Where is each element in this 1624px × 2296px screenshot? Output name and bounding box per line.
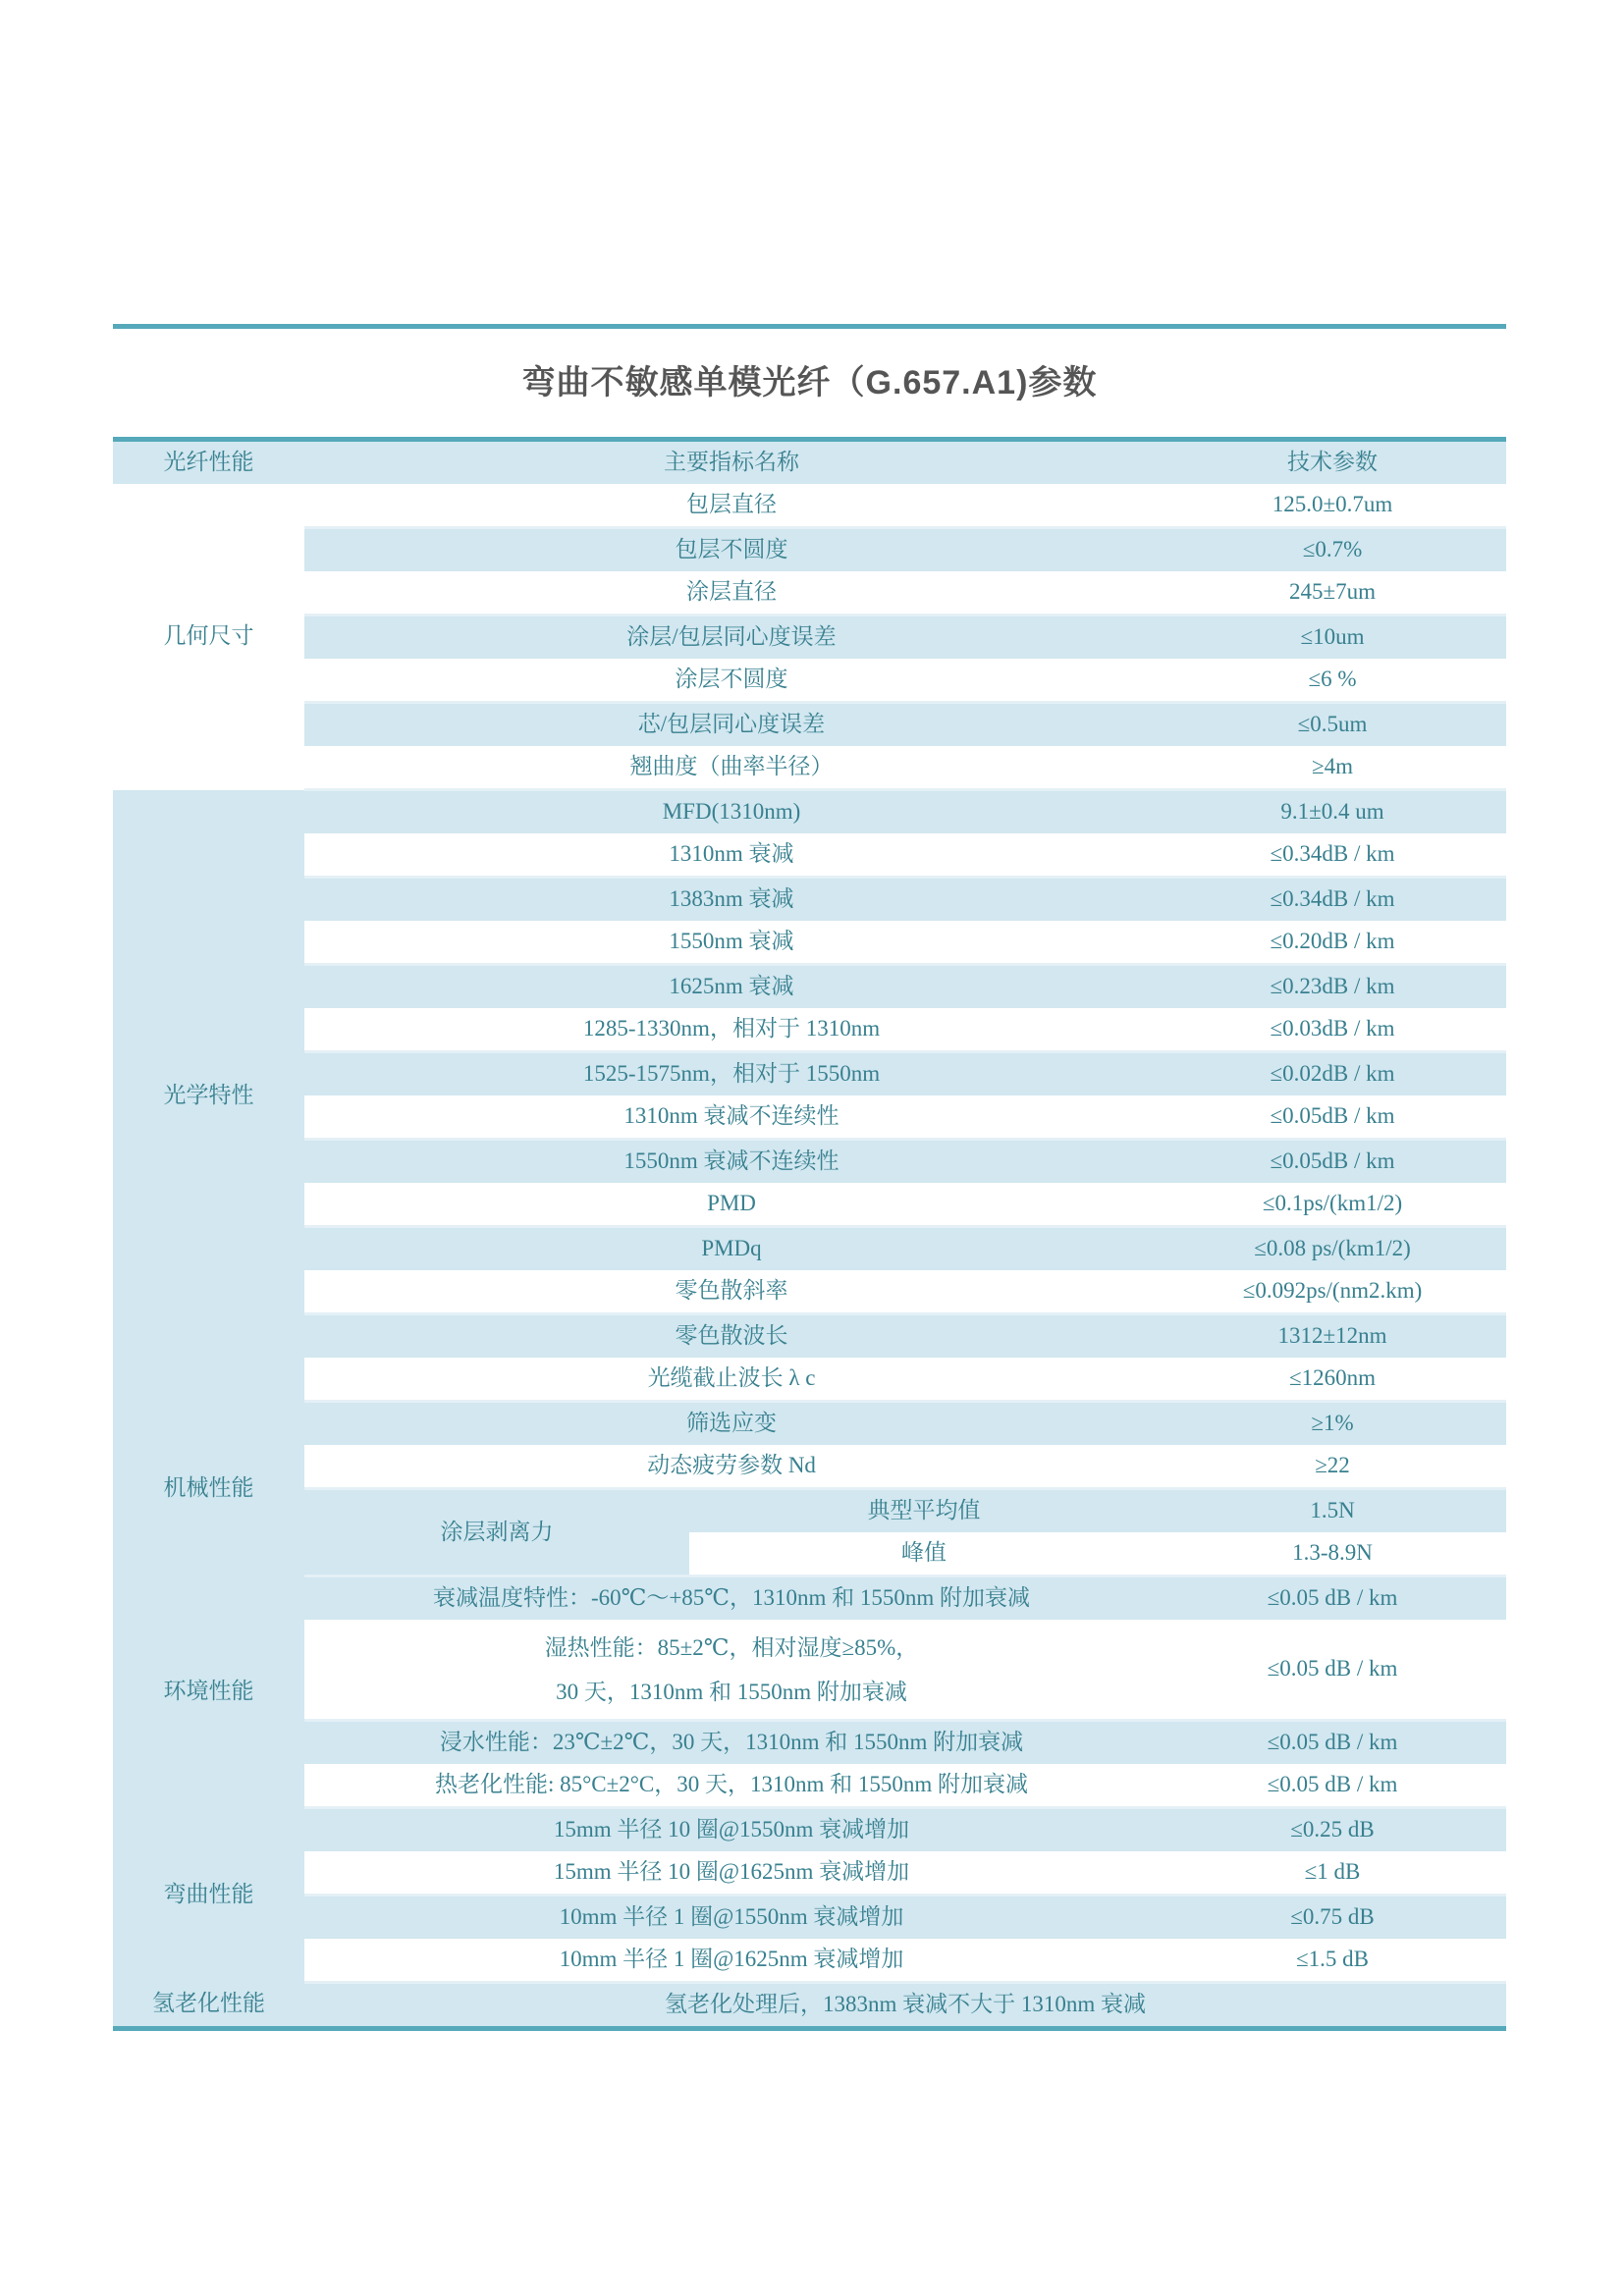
spec-row bbox=[113, 1764, 1506, 1808]
spec-row bbox=[113, 1183, 1506, 1227]
spec-value: ≤0.05dB / km bbox=[1159, 1140, 1506, 1184]
spec-name: 涂层不圆度 bbox=[675, 667, 788, 692]
spec-value: ≤0.05 dB / km bbox=[1159, 1576, 1506, 1621]
spec-name: 1383nm 衰减 bbox=[304, 878, 1159, 922]
spec-name: 15mm 半径 10 圈@1550nm 衰减增加 bbox=[304, 1808, 1159, 1852]
spec-row bbox=[113, 1140, 1506, 1184]
spec-value: 125.0±0.7um bbox=[1272, 492, 1393, 517]
spec-value: ≤0.05 dB / km bbox=[1267, 1772, 1398, 1797]
spec-row bbox=[113, 1358, 1506, 1402]
spec-value: ≤0.08 ps/(km1/2) bbox=[1159, 1227, 1506, 1271]
spec-row bbox=[113, 965, 1506, 1009]
spec-value: ≤1.5 dB bbox=[1296, 1947, 1369, 1972]
category-cell-optical: 光学特性 bbox=[113, 790, 304, 1402]
header-fiber-property: 光纤性能 bbox=[113, 442, 304, 484]
spec-row bbox=[113, 571, 1506, 615]
spec-name: 芯/包层同心度误差 bbox=[304, 703, 1159, 747]
spec-value: ≤0.092ps/(nm2.km) bbox=[1242, 1278, 1423, 1304]
spec-value: ≤0.05 dB / km bbox=[1159, 1721, 1506, 1765]
spec-row bbox=[113, 1721, 1506, 1765]
spec-row bbox=[113, 528, 1506, 572]
spec-name bbox=[304, 1620, 1159, 1721]
spec-value: ≤0.75 dB bbox=[1159, 1896, 1506, 1940]
spec-value: ≥22 bbox=[1315, 1453, 1350, 1478]
category-cell-geometry: 几何尺寸 bbox=[113, 484, 304, 790]
spec-name: 1550nm 衰减不连续性 bbox=[304, 1140, 1159, 1184]
spec-value: ≤0.34dB / km bbox=[1270, 841, 1395, 867]
spec-row bbox=[113, 790, 1506, 834]
spec-name: 1550nm 衰减 bbox=[669, 929, 794, 954]
spec-name: 1525-1575nm，相对于 1550nm bbox=[304, 1052, 1159, 1096]
spec-row bbox=[113, 1314, 1506, 1359]
spec-value: ≤0.03dB / km bbox=[1270, 1016, 1395, 1041]
header-row bbox=[113, 442, 1506, 484]
spec-row bbox=[113, 484, 1506, 528]
spec-row bbox=[113, 878, 1506, 922]
spec-value: ≤0.23dB / km bbox=[1159, 965, 1506, 1009]
spec-value: 1.3-8.9N bbox=[1292, 1540, 1373, 1566]
spec-name: 典型平均值 bbox=[689, 1489, 1159, 1533]
spec-name: 峰值 bbox=[901, 1540, 947, 1566]
spec-row bbox=[113, 746, 1506, 790]
spec-row bbox=[113, 1227, 1506, 1271]
spec-name: 10mm 半径 1 圈@1550nm 衰减增加 bbox=[304, 1896, 1159, 1940]
spec-row bbox=[113, 833, 1506, 878]
spec-name: PMD bbox=[707, 1191, 756, 1216]
spec-value: ≤0.20dB / km bbox=[1270, 929, 1395, 954]
spec-row bbox=[113, 1095, 1506, 1140]
spec-row bbox=[113, 1445, 1506, 1489]
fiber-spec-table-wrap bbox=[113, 437, 1506, 2031]
spec-name: 15mm 半径 10 圈@1625nm 衰减增加 bbox=[553, 1859, 910, 1885]
category-cell-hydrogen-aging: 氢老化性能 bbox=[113, 1983, 304, 2027]
header-indicator-name: 主要指标名称 bbox=[304, 442, 1159, 484]
spec-name-line2: 30 天，1310nm 和 1550nm 附加衰减 bbox=[556, 1679, 907, 1704]
spec-name: 包层直径 bbox=[686, 492, 777, 517]
page-title: 弯曲不敏感单模光纤（G.657.A1)参数 bbox=[521, 364, 1098, 401]
spec-value: ≤0.34dB / km bbox=[1159, 878, 1506, 922]
spec-value: ≤10um bbox=[1159, 615, 1506, 660]
spec-value: ≤1 dB bbox=[1304, 1859, 1361, 1885]
spec-name: 零色散斜率 bbox=[675, 1278, 788, 1304]
spec-row bbox=[113, 1896, 1506, 1940]
spec-value: ≤0.7% bbox=[1159, 528, 1506, 572]
spec-name: 1310nm 衰减不连续性 bbox=[623, 1103, 839, 1129]
spec-value: ≤0.1ps/(km1/2) bbox=[1262, 1191, 1403, 1216]
spec-name: 热老化性能: 85°C±2°C，30 天，1310nm 和 1550nm 附加衰减 bbox=[434, 1772, 1029, 1797]
spec-name: 浸水性能：23℃±2℃，30 天，1310nm 和 1550nm 附加衰减 bbox=[304, 1721, 1159, 1765]
spec-row bbox=[113, 1939, 1506, 1983]
spec-value: 245±7um bbox=[1288, 579, 1376, 605]
spec-name: 氢老化处理后，1383nm 衰减不大于 1310nm 衰减 bbox=[304, 1983, 1506, 2027]
spec-name: 翘曲度（曲率半径） bbox=[629, 754, 834, 779]
spec-name: 光缆截止波长 λ c bbox=[647, 1365, 816, 1391]
spec-name-multiline bbox=[304, 1626, 1159, 1714]
spec-row bbox=[113, 615, 1506, 660]
spec-value: 1312±12nm bbox=[1159, 1314, 1506, 1359]
spec-row bbox=[113, 1620, 1506, 1721]
spec-name: 衰减温度特性：-60℃～+85℃，1310nm 和 1550nm 附加衰减 bbox=[304, 1576, 1159, 1621]
category-cell-bending: 弯曲性能 bbox=[113, 1808, 304, 1983]
spec-name: PMDq bbox=[304, 1227, 1159, 1271]
fiber-spec-table bbox=[113, 442, 1506, 2026]
category-cell-environmental: 环境性能 bbox=[113, 1576, 304, 1808]
spec-row bbox=[113, 1576, 1506, 1621]
spec-value: ≤0.25 dB bbox=[1159, 1808, 1506, 1852]
spec-name: MFD(1310nm) bbox=[304, 790, 1159, 834]
top-divider-rule bbox=[113, 324, 1506, 329]
spec-name: 1285-1330nm，相对于 1310nm bbox=[582, 1016, 881, 1041]
spec-name: 1625nm 衰减 bbox=[304, 965, 1159, 1009]
spec-row bbox=[113, 1489, 1506, 1533]
spec-value: ≥1% bbox=[1159, 1402, 1506, 1446]
header-tech-parameter: 技术参数 bbox=[1159, 442, 1506, 484]
spec-value: 1.5N bbox=[1159, 1489, 1506, 1533]
spec-name: 1310nm 衰减 bbox=[669, 841, 794, 867]
spec-name: 涂层直径 bbox=[686, 579, 777, 605]
spec-row bbox=[113, 1052, 1506, 1096]
spec-value: ≤1260nm bbox=[1288, 1365, 1376, 1391]
spec-name: 动态疲劳参数 Nd bbox=[647, 1453, 816, 1478]
spec-row bbox=[113, 659, 1506, 703]
spec-row bbox=[113, 921, 1506, 965]
spec-value: ≤6 % bbox=[1308, 667, 1357, 692]
spec-value: ≤0.5um bbox=[1159, 703, 1506, 747]
spec-row bbox=[113, 1402, 1506, 1446]
category-cell-mechanical: 机械性能 bbox=[113, 1402, 304, 1576]
spec-row bbox=[113, 1008, 1506, 1052]
spec-name: 包层不圆度 bbox=[304, 528, 1159, 572]
spec-name: 10mm 半径 1 圈@1625nm 衰减增加 bbox=[559, 1947, 904, 1972]
spec-name: 零色散波长 bbox=[304, 1314, 1159, 1359]
spec-value: ≤0.02dB / km bbox=[1159, 1052, 1506, 1096]
spec-value: ≤0.05 dB / km bbox=[1267, 1656, 1398, 1682]
spec-value: ≥4m bbox=[1311, 754, 1353, 779]
spec-group-coating-strip-force: 涂层剥离力 bbox=[304, 1489, 689, 1576]
spec-row bbox=[113, 703, 1506, 747]
spec-name: 筛选应变 bbox=[304, 1402, 1159, 1446]
spec-row bbox=[113, 1851, 1506, 1896]
spec-row bbox=[113, 1983, 1506, 2027]
spec-name: 涂层/包层同心度误差 bbox=[304, 615, 1159, 660]
spec-name-line1: 湿热性能：85±2℃，相对湿度≥85%， bbox=[544, 1634, 919, 1660]
spec-value: 9.1±0.4 um bbox=[1159, 790, 1506, 834]
spec-value: ≤0.05dB / km bbox=[1270, 1103, 1395, 1129]
spec-row bbox=[113, 1270, 1506, 1314]
spec-row bbox=[113, 1808, 1506, 1852]
